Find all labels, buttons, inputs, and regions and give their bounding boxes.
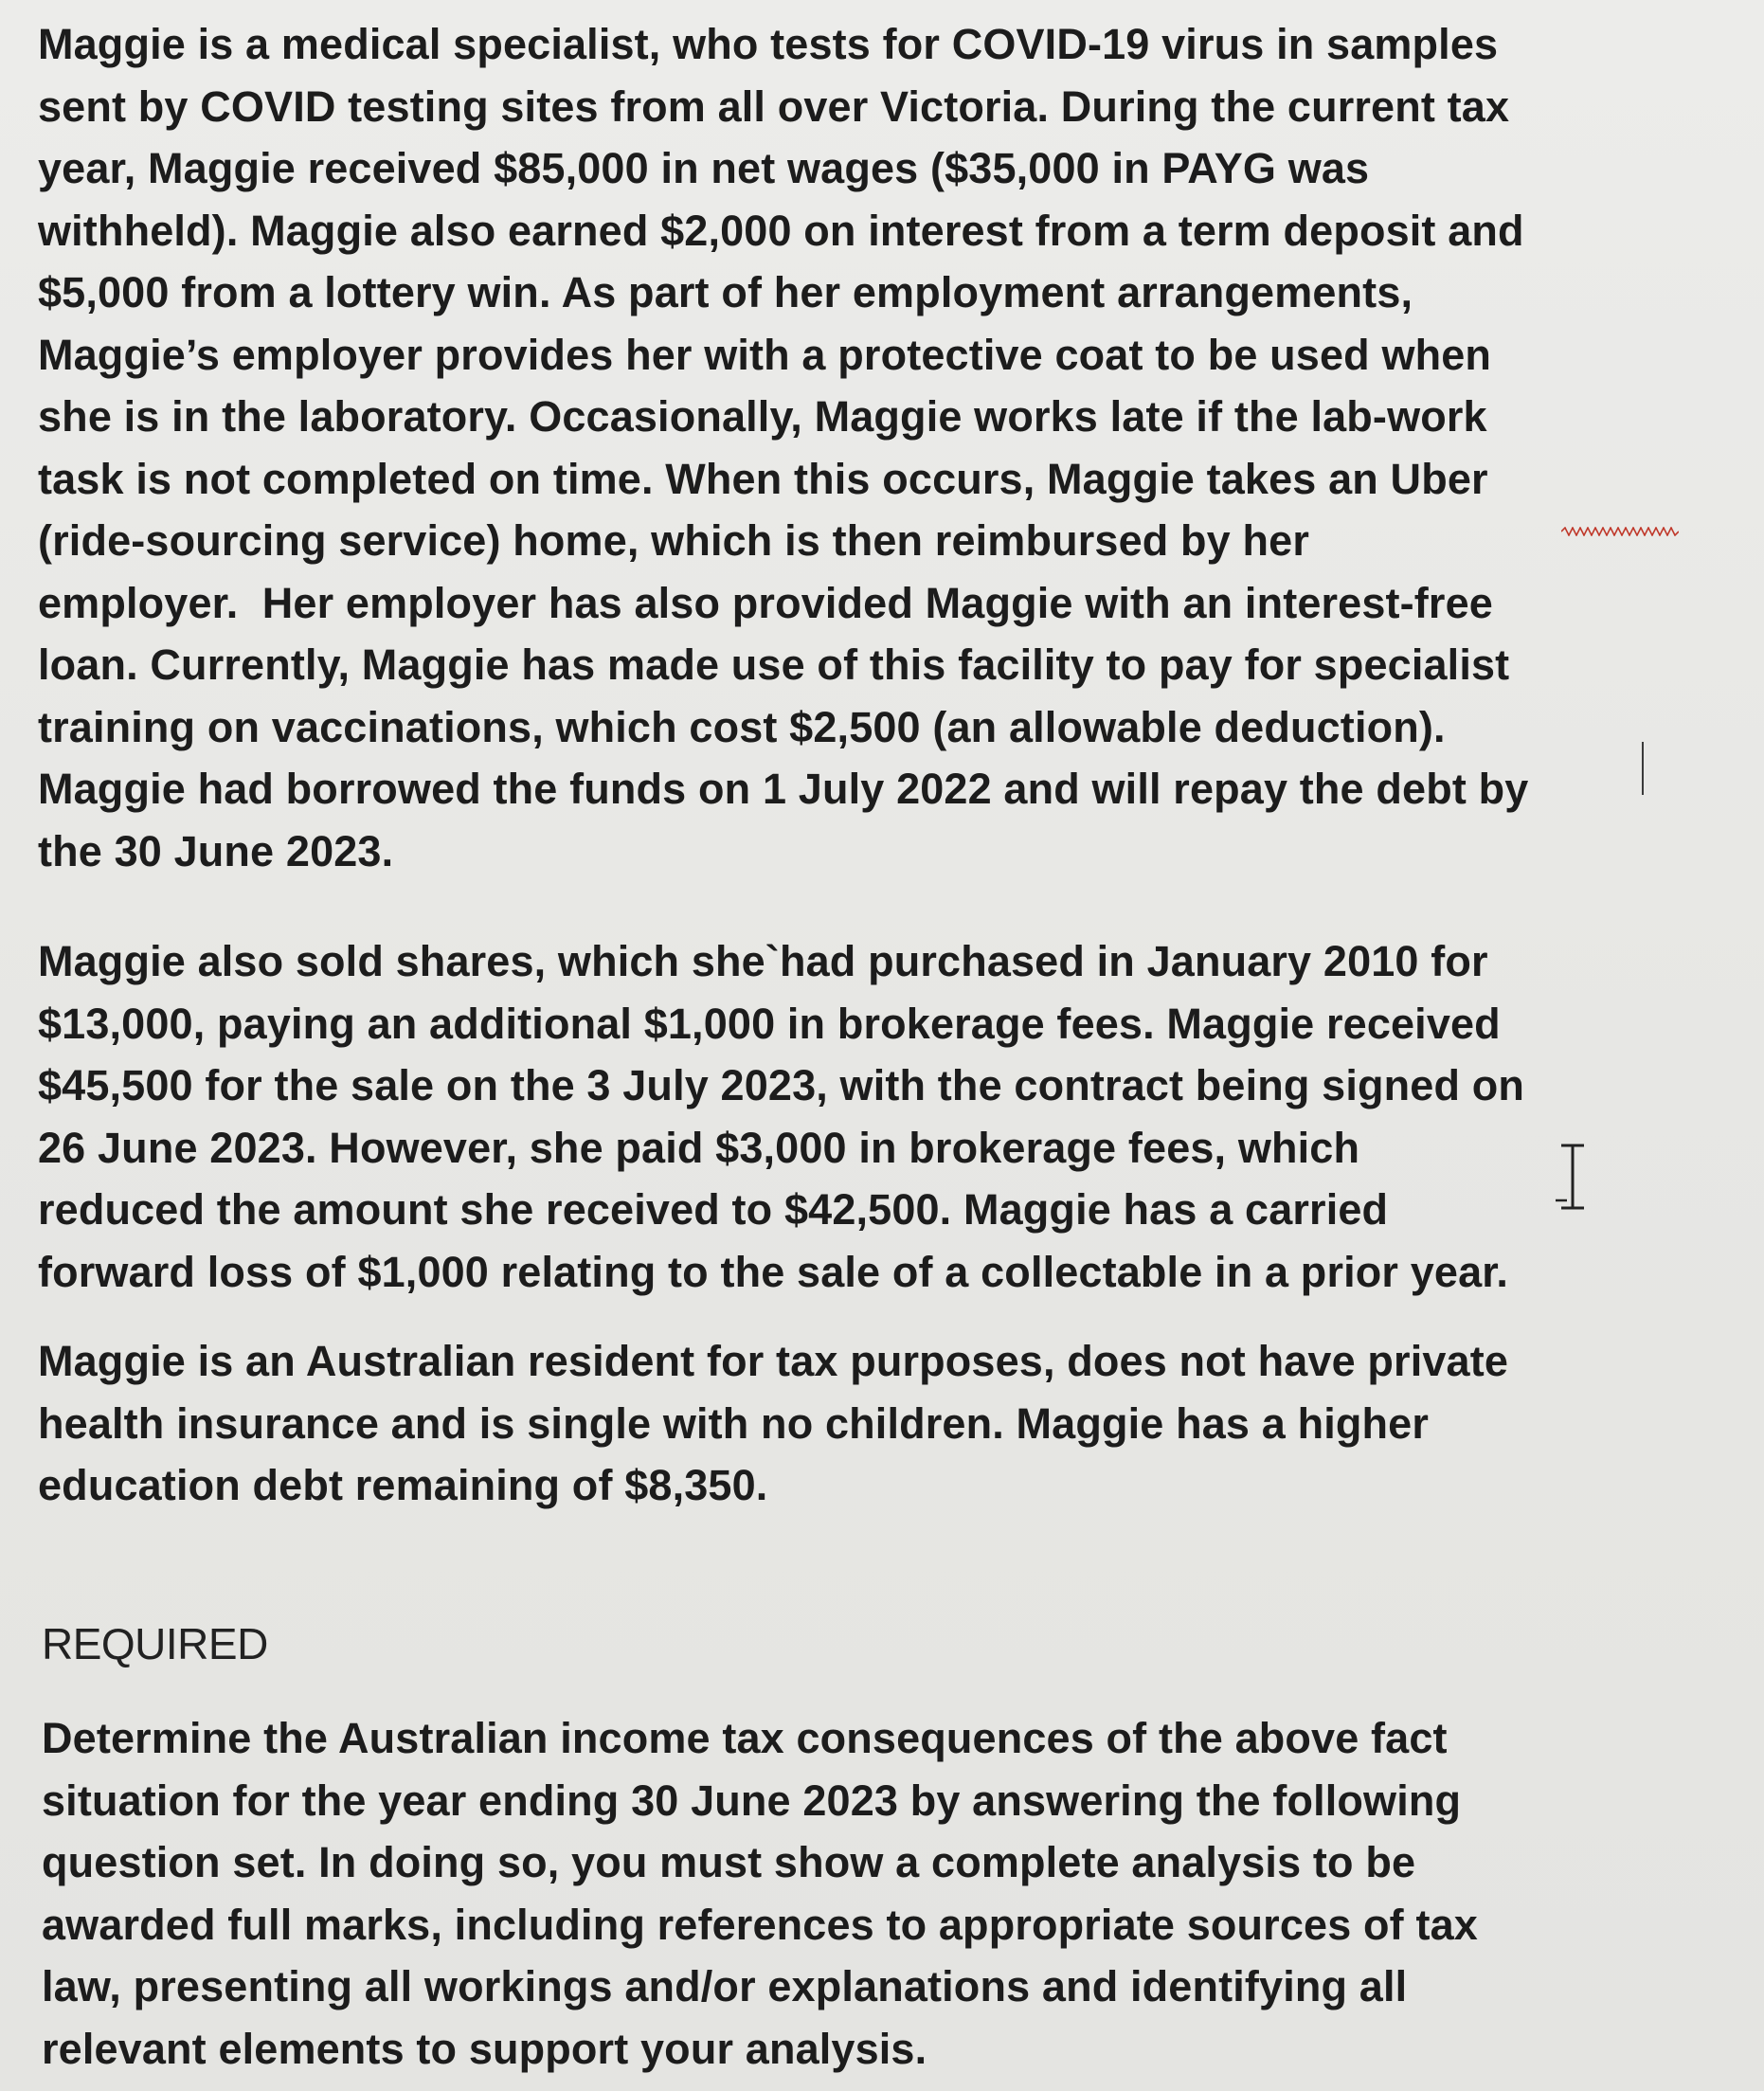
text-caret — [1642, 742, 1644, 795]
required-heading: REQUIRED — [42, 1619, 268, 1668]
paragraph-residency[interactable]: Maggie is an Australian resident for tax purposes, does not have private health insurance and is single with no children. Maggie has a higher education debt remaining of $8,350. — [38, 1337, 1509, 1509]
spellcheck-underline-icon — [1561, 527, 1679, 536]
paragraph-shares[interactable]: Maggie also sold shares, which she`had purchased in January 2010 for $13,000, paying an additional $1,000 in brokerage fees. Maggie received $45,500 for the sale on the 3 July 2023, with the contract being signed on 26 June 2023. However, she paid $3,000 in brokerage fees, which reduced the amount she received to $42,500. Maggie has a carried forward loss of $1,000 relating to the sale of a collectable in a prior year. — [38, 937, 1525, 1296]
i-beam-cursor-icon — [1554, 1142, 1592, 1217]
paragraph-facts[interactable]: Maggie is a medical specialist, who tests for COVID-19 virus in samples sent by COVID testing sites from all over Victoria. During the current tax year, Maggie received $85,000 in net wages ($35,000 in PAYG was withheld). Maggie also earned $2,000 on interest from a term deposit and $5,000 from a lottery win. As part of her employment arrangements, Maggie’s employer provides her with a protective coat to be used when she is in the laboratory. Occasionally, Maggie works late if the lab-work task is not completed on time. When this occurs, Maggie takes an Uber (ride-sourcing service) home, which is then reimbursed by her employer. Her employer has also provided Maggie with an interest-free loan. Currently, Maggie has made use of this facility to pay for specialist training on vaccinations, which cost $2,500 (an allowable deduction). Maggie had borrowed the funds on 1 July 2022 and will repay the debt by the 30 June 2023. — [38, 20, 1529, 875]
paragraph-required-instructions[interactable]: Determine the Australian income tax consequences of the above fact situation for the year ending 30 June 2023 by answering the following question set. In doing so, you must show a complete analysis to be awarded full marks, including references to appropriate sources of tax law, presenting all workings and/or explanations and identifying all relevant elements to support your analysis. — [42, 1714, 1478, 2073]
